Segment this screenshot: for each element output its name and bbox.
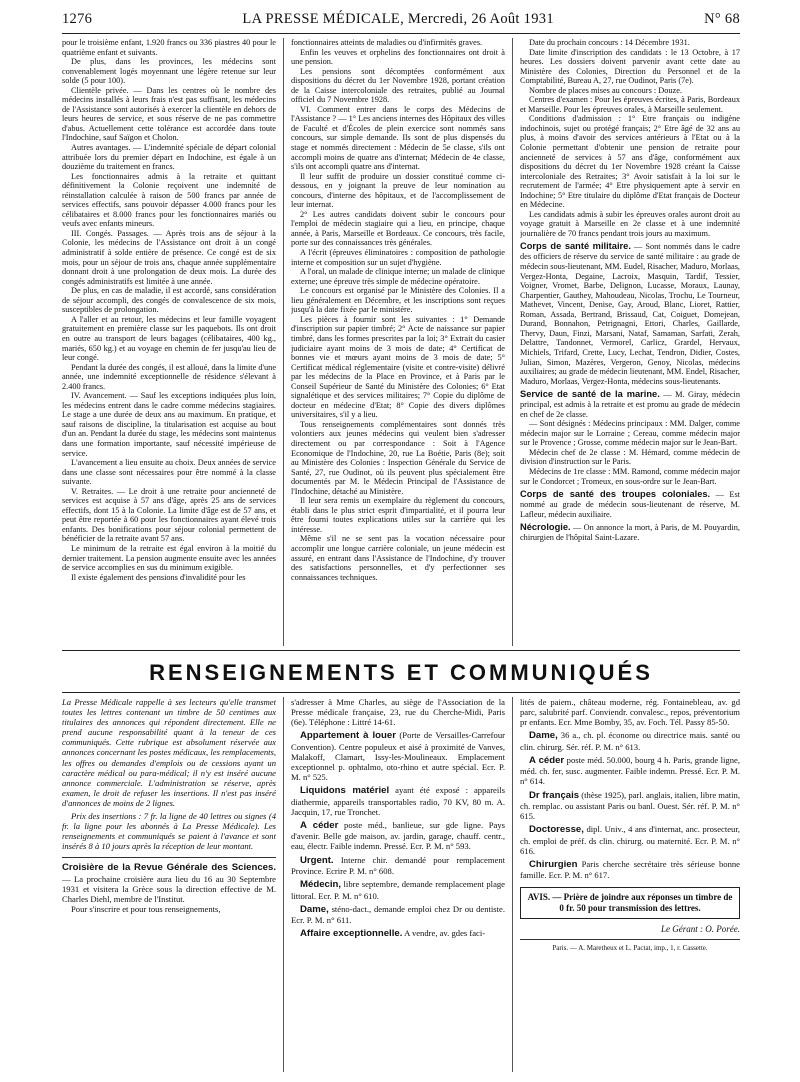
classified-ad — [291, 928, 505, 940]
croisiere-title: Croisière de la Revue Générale des Sciences. — [62, 862, 276, 874]
section-text: — Sont nommés dans le cadre des officiers de réserve du service de santé militaire : au grade de médecin sous-lieutenant, MM. Eudel, Risacher, Maduro, Morlaas, Vergez-Honta, Degaine, Lacroix, Masquin, Tardif, Tessier, Voigner, Vromet, Barbe, Delignon, Lucasse, Moraux, Launay, Charpentier, Gauthey, Mahoudeau, Nicolas, Trochu, Le Tourneur, Mathevet, Vincent, Denise, Gay, Aroud, Blanc, Lioret, Rattier, Roman, Assada, Bertrand, Brissaud, Cat, Coiguet, Domejean, Durand, Bonnahon, Petrignagni, Ettori, Charles, Gaillarde, Thervy, Daun, Finzi, Marsani, Nataf, Samaman, Sarfati, Zerah, Delattre, Tandonnet, Vermorel, Carlicz, Grardel, Hervaux, Michiels, Trifard, Crette, Lucy, Lechat, Tendron, Didier, Costes, Julian, Simon, Mazères, Vergeron, Genoy, Nicolas, médecins auxiliaires; au grade de médecin lieutenant, MM. Endel, Risacher, Maduro, Morlaas, Vergez-Honta, médecins sous-lieutenants. — [520, 242, 740, 386]
croisiere-text-2: Pour s'inscrire et pour tous renseignements, — [71, 904, 221, 915]
ad-text: (Porte de Versailles-Carrefour Convention). Centre populeux et aisé à proximité de Vanves, Malakoff, Clamart, Issy-les-Moulineaux. Emplacement exceptionnel p. ophtalmo, oto-rhino et autre spécial. Ecr. P. M. n° 525. — [291, 730, 505, 783]
ad-text: Interne chir. demandé pour remplacement Province. Ecrire P. M. n° 608. — [291, 854, 505, 877]
paragraph: Il existe également des pensions d'invalidité pour les — [71, 572, 246, 582]
paragraph: fonctionnaires atteints de maladies ou d'infirmités graves. — [291, 38, 483, 47]
ad-text: dipl. Univ., 4 ans d'internat, anc. prosecteur, ch. emploi de préf. ds clin. chirurg. ou maternité. Ecr. P. M. n° 616. — [520, 824, 740, 856]
paragraph: Il leur suffit de produire un dossier constitué comme ci-dessous, en y joignant la preuve de leur nomination au concours, d'interne des hôpitaux, et de l'accomplissement de leur internat. — [291, 171, 505, 210]
column-2 — [291, 38, 505, 646]
paragraph: Nombre de places mises au concours : Douze. — [529, 85, 682, 95]
paragraph: Tous renseignements complémentaires sont donnés très volontiers aux jeunes médecins qui veulent bien s'adresser directement ou par correspondance : Soit à l'Agence Economique de l'Indochine, 20, rue La Boétie, Paris (8e); soit au Ministère des Colonies : Inspection Générale du Service de Santé, 27, rue Oudinot, où ils peuvent plus spécialement être documentés par M. le Médecin Principal de l'Assistance de l'Indochine, détaché au Ministère. — [291, 419, 505, 496]
classified-ad — [520, 755, 740, 787]
ad-title: A céder — [300, 819, 339, 831]
paragraph: Pendant la durée des congés, il est alloué, dans la limite d'une année, une indemnité exceptionnelle de résidence s'élevant à 2.400 francs. — [62, 362, 276, 391]
marine-section — [520, 389, 740, 419]
column-1 — [62, 38, 276, 646]
croisiere-text: — La prochaine croisière aura lieu du 16 au 30 Septembre 1931 et visitera la Grèce sous la direction effective de M. Charles Diehl, membre de l'Institut. — [62, 873, 276, 905]
paragraph: Médecin chef de 2e classe : M. Hémard, comme médecin de division d'instruction sur le Paris. — [520, 447, 740, 467]
ad-title: Dame, — [529, 730, 558, 742]
paragraph: — Sont désignés : Médecins principaux : MM. Dalger, comme médecin major sur le Lorraine ; Cereau, comme médecin major sur le Provence ; Grosse, comme médecin major sur le Jean-Bart. — [520, 419, 740, 448]
section-title: Corps de santé militaire. — [520, 241, 631, 252]
paragraph: Enfin les veuves et orphelins des fonctionnaires ont droit à une pension. — [291, 47, 505, 67]
section-title: Corps de santé des troupes coloniales. — [520, 489, 711, 500]
coloniales-section — [520, 489, 740, 519]
paragraph: Centres d'examen : Pour les épreuves écrites, à Paris, Bordeaux et Marseille. Pour les épreuves orales, à Marseille seulement. — [520, 95, 740, 114]
issue-number: N° 68 — [704, 10, 740, 27]
lower-column-2 — [291, 697, 505, 1072]
paragraph: III. Congés. Passages. — Après trois ans de séjour à la Colonie, les médecins de l'Assistance ont droit à un congé administratif à solde entière de présence. Ce congé est de six mois, pour un séjour de trois ans, chaque année supplémentaire donnant droit à une prolongation de deux mois. La durée des congés administratifs est limitée à une année. — [62, 228, 276, 286]
classified-ad — [291, 820, 505, 852]
paragraph: De plus, dans les provinces, les médecins sont convenablement logés moyennant une légère retenue sur leur solde (5 pour 100). — [62, 57, 276, 86]
section-text: — Est nommé au grade de médecin sous-lieutenant de réserve, M. Lafleur, médecin auxiliaire. — [520, 490, 740, 519]
ad-title: Appartement à louer — [300, 730, 396, 742]
ad-text: ayant été exposé : appareils diathermie, appareils transportables radio, 70 KV, 80 m. A. Jacquin, 17, rue Tronchet. — [291, 785, 505, 817]
ad-text: A vendre, av. gdes faci- — [404, 928, 486, 939]
section-title: Service de santé de la marine. — [520, 389, 660, 400]
top-columns — [62, 38, 740, 646]
paragraph: A l'écrit (épreuves éliminatoires : composition de pathologie interne et composition sur un sujet d'hygiène. — [291, 248, 505, 267]
section-rule — [62, 650, 740, 651]
classified-ad — [520, 730, 740, 752]
header-rule — [62, 33, 740, 34]
avis-box — [520, 887, 740, 919]
paragraph: IV. Avancement. — Sauf les exceptions indiquées plus loin, les médecins entrent dans le cadre comme médecins stagiaires. Le stage a une durée de deux ans au maximum. En pratique, et sauf raisons de discipline, la titularisation est acquise au bout d'un an. Pendant la durée du stage, les médecins sont maintenus dans une formation importante, sauf nécessité impérieuse de service. — [62, 391, 276, 458]
classified-ad — [520, 790, 740, 822]
paragraph: Les pièces à fournir sont les suivantes : 1° Demande d'inscription sur papier timbré; 2° Acte de naissance sur papier timbré, dans les formes prescrites par la loi; 3° Extrait du casier judiciaire ayant moins de 3 mois de date; 4° Certificat de bonnes vie et mœurs ayant moins de 3 mois de date; 5° Certificat médical réglementaire (visite et contre-visite) délivré par les médecins de la Place en Province, et à Paris par le Conseil Supérieur de Santé du Ministère des Colonies; 6° Etat signalétique et des services militaires; 7° Copie du diplôme de docteur en médecine d'Etat; 8° Copie des divers diplômes universitaires, s'il y a lieu. — [291, 314, 505, 420]
classified-ad — [291, 855, 505, 877]
ad-title: Affaire exceptionnelle. — [300, 928, 403, 940]
page-number: 1276 — [62, 10, 93, 27]
column-divider — [512, 38, 513, 646]
ad-text: libre septembre, demande remplacement plage littoral. Ecr. P. M. n° 610. — [291, 879, 505, 901]
ad-title: Chirurgien — [529, 858, 578, 870]
classified-ad — [291, 904, 505, 926]
paragraph: 2° Les autres candidats doivent subir le concours pour l'emploi de médecin stagiaire qui a lieu, en principe, chaque année, à Paris, Marseille et Bordeaux. Ce concours, très facile, porte sur des connaissances très générales. — [291, 209, 505, 248]
ad-title: Dr français — [529, 789, 580, 801]
classified-ad — [291, 879, 505, 901]
paragraph: lités de paiem., château moderne, rég. Fontainebleau, av. gd parc, salubrité parf. Conviendr. convalesc., repos, préventorium pr enfants. Ecr. Mme Bomby, 35, av. Foch. Tél. Passy 85-50. — [520, 697, 740, 728]
paragraph: Date limite d'inscription des candidats : le 13 Octobre, à 17 heures. Les dossiers doivent parvenir avant cette date au Ministère des Colonies, Direction du Personnel et de la Comptabilité, Bureau A, 27, rue Oudinot, Paris (7e). — [520, 47, 740, 86]
paragraph: A l'oral, un malade de clinique interne; un malade de clinique externe; une épreuve très simple de médecine opératoire. — [291, 267, 505, 286]
paragraph: Date du prochain concours : 14 Décembre 1931. — [529, 38, 690, 47]
militaire-section — [520, 241, 740, 386]
paragraph: Clientèle privée. — Dans les centres où le nombre des médecins installés à leurs frais n'est pas suffisant, les médecins de l'Assistance sont autorisés à exercer la clientèle en dehors de leurs heures de service, et sous réserve de ne pas commettre d'abus. Actuellement cette tolérance est accordée dans toute l'Indochine, sauf Saïgon et Cholon. — [62, 85, 276, 143]
page-header — [62, 8, 740, 30]
paragraph: pour le troisième enfant, 1.920 francs ou 336 piastres 40 pour le quatrième enfant et suivants. — [62, 38, 276, 57]
paragraph: Il leur sera remis un exemplaire du règlement du concours, établi dans le plus strict esprit d'impartialité, et il pourra leur être fourni toutes explications utiles sur la carrière qui les intéresse. — [291, 496, 505, 534]
paragraph: Le concours est organisé par le Ministère des Colonies. Il a lieu généralement en Décembre, et les inscriptions sont reçues jusqu'à la date fixée par le ministère. — [291, 286, 505, 315]
classified-ad — [520, 824, 740, 856]
paragraph: Autres avantages. — L'indemnité spéciale de départ colonial attribuée lors du premier départ en Indochine, est égale à un douzième du traitement en francs. — [62, 143, 276, 172]
gerant-line: Le Gérant : O. Porée. — [661, 923, 740, 934]
paragraph: Le minimum de la retraite est égal environ à la moitié du dernier traitement. La pension augmente ensuite avec les années de service accomplies en sus du minimum exigible. — [62, 543, 276, 573]
paragraph: V. Retraites. — Le droit à une retraite pour ancienneté de services est acquise à 57 ans d'âge, après 25 ans de services effectifs, dont 15 à la Colonie. La limite d'âge est de 57 ans, et peut être reportée à 60 pour les fonctionnaires ayant élevé trois enfants. Des bonifications pour séjour colonial permettent de bénéficier de la retraite avant 57 ans. — [62, 486, 276, 544]
avis-text: AVIS. — Prière de joindre aux réponses un timbre de 0 fr. 50 pour transmission des lettres. — [527, 891, 733, 913]
divider — [62, 857, 276, 858]
ad-text: (thèse 1925), parl. anglais, italien, libre matin, ch. remplac. ou assistant Paris ou banl. Ouest. Sér. réf. P. M. n° 615. — [520, 789, 740, 822]
lower-columns — [62, 697, 740, 1072]
paragraph: Les candidats admis à subir les épreuves orales auront droit au voyage gratuit à Marseille en 2e classe et à une indemnité journalière de 70 francs pendant trois jours au maximum. — [520, 209, 740, 238]
printer-line: Paris. — A. Maretheux et L. Pactat, imp., 1, r. Cassette. — [520, 939, 740, 953]
ad-text: Paris cherche secrétaire très sérieuse bonne famille. Ecr. P. M. n° 617. — [520, 858, 740, 881]
section-banner: RENSEIGNEMENTS ET COMMUNIQUÉS — [149, 660, 653, 685]
ad-text: sténo-dact., demande emploi chez Dr ou dentiste. Ecr. P. M. n° 611. — [291, 903, 505, 926]
ad-text: 36 a., ch. pl. économe ou directrice mais. santé ou clin. chirurg. Sér. réf. P. M. n° 613. — [520, 730, 740, 752]
lower-column-1 — [62, 697, 276, 1072]
section-rule — [62, 692, 740, 693]
ad-title: Médecin, — [300, 879, 342, 891]
croisiere-item — [62, 862, 276, 904]
paragraph: s'adresser à Mme Charles, au siège de l'Association de la Presse médicale française, 23, rue du Cherche-Midi, Paris (6e). Téléphone : Littré 14-61. — [291, 697, 505, 728]
column-3 — [520, 38, 740, 646]
paragraph: VI. Comment entrer dans le corps des Médecins de l'Assistance ? — 1° Les anciens internes des Hôpitaux des villes de Faculté et d'Écoles de plein exercice sont nommés sans concours, sur simple demande. Ils sont de plus dispensés du stage et nommés directement : Médecin de 5e classe, s'ils ont accompli moins de quatre ans d'internat; Médecin de 4e classe, s'ils ont accompli quatre ans d'internat. — [291, 104, 505, 172]
ad-text: poste méd., banlieue, sur gde ligne. Pays d'avenir. Belle gde maison, av. jardin, garage, chauff. centr., eau, électr. Faible indemn. Pressé. Ecr. P. M. n° 593. — [291, 819, 505, 852]
paragraph: De plus, en cas de maladie, il est accordé, sans considération de séjour accompli, des congés de convalescence de six mois, susceptibles de prolongation. — [62, 286, 276, 315]
paragraph: Conditions d'admission : 1° Etre français ou indigène indochinois, sujet ou protégé français; 2° Etre âgé de 32 ans au plus, à moins d'avoir des services antérieurs à l'Etat ou à la Colonie permettant d'obtenir une pension de retraite pour ancienneté de services à 57 ans d'âge, conformément aux dispositions du décret du 1er Novembre 1928 créant la Caisse intercoloniale des Retraites; 3° Avoir satisfait à la loi sur le recrutement de l'armée; 4° Etre physiquement apte à servir en Indochine; 5° Etre titulaire du diplôme d'Etat français de Docteur en Médecine. — [520, 114, 740, 210]
classified-ad — [291, 785, 505, 817]
section-text: — On annonce la mort, à Paris, de M. Pouyardin, chirurgien de l'hôpital Saint-Lazare. — [520, 523, 740, 543]
ad-title: Doctoresse, — [529, 824, 584, 836]
lower-column-3 — [520, 697, 740, 1072]
paragraph: Les fonctionnaires admis à la retraite et quittant définitivement la Colonie reçoivent une indemnité de réinstallation calculée à raison de 500 francs par année de services effectifs, sans pouvoir dépasser 4.000 francs pour les célibataires et 8.000 francs pour les fonctionnaires mariés ou veufs avec enfants mineurs. — [62, 171, 276, 229]
ad-title: A céder — [529, 754, 565, 766]
section-title: Nécrologie. — [520, 522, 571, 533]
classified-ad — [520, 859, 740, 881]
paragraph: Les pensions sont décomptées conformément aux dispositions du décret du 1er Novembre 1928, portant création de la Caisse intercoloniale des retraites, publié au Journal officiel du 7 Novembre 1928. — [291, 66, 505, 105]
paragraph: Médecins de 1re classe : MM. Ramond, comme médecin major sur le Condorcet ; Tromeux, en sous-ordre sur le Jean-Bart. — [520, 466, 740, 486]
notice-text: La Presse Médicale rappelle à ses lecteurs qu'elle transmet toutes les lettres contenant un timbre de 50 centimes aux titulaires des annonces qui répondent directement. Elle ne prend aucune responsabilité quant à la teneur de ces communiqués. Cette rubrique est absolument réservée aux annonces concernant les postes médicaux, les remplacements, les offres ou demandes d'emplois ou de cessions ayant un caractère médical ou para-médical; il n'y est inséré aucune annonce commerciale. L'administration se réserve, après examen, le droit de refuser les insertions. Il n'est pas inséré d'annonces de moins de 2 lignes. — [62, 697, 276, 808]
paragraph: Même s'il ne se sent pas la vocation nécessaire pour accomplir une longue carrière coloniale, un jeune médecin est assuré, en entrant dans l'Assistance de l'Indochine, d'y trouver des satisfactions personnelles, et d'y perfectionner ses connaissances techniques. — [291, 534, 505, 582]
classified-ad — [291, 730, 505, 782]
ad-title: Liquidons matériel — [300, 785, 390, 797]
paragraph: A l'aller et au retour, les médecins et leur famille voyagent gratuitement en première classe sur les paquebots. Ils ont droit en outre au transport de leurs bagages (célibataires, 400 kg., mariés, 650 kg.) et au voyage en chemin de fer jusqu'au lieu de leur congé. — [62, 314, 276, 363]
column-divider — [283, 38, 284, 646]
column-divider — [283, 697, 284, 1072]
column-divider — [512, 697, 513, 1072]
journal-title: LA PRESSE MÉDICALE, Mercredi, 26 Août 1931 — [242, 10, 554, 27]
ad-title: Urgent. — [300, 854, 334, 866]
paragraph: L'avancement a lieu ensuite au choix. Deux années de service dans une classe sont nécessaires pour être nommé à la classe suivante. — [62, 458, 276, 487]
necrologie-section — [520, 522, 740, 543]
ad-title: Dame, — [300, 903, 329, 915]
prices-text: Prix des insertions : 7 fr. la ligne de 40 lettres ou signes (4 fr. la ligne pour les abonnés à La Presse Médicale). Les renseignements et communiqués se paient à l'avance et sont insérés 8 à 10 jours après la réception de leur montant. — [62, 811, 276, 852]
ad-text: poste méd. 50.000, bourg 4 h. Paris, grande ligne, méd. ch. fer, susc. augmenter. Faible indemn. Pressé. Ecr. P. M. n° 614. — [520, 754, 740, 787]
section-text: — M. Giray, médecin principal, est admis à la retraite et est promu au grade de médecin en chef de 2e classe. — [520, 390, 740, 419]
